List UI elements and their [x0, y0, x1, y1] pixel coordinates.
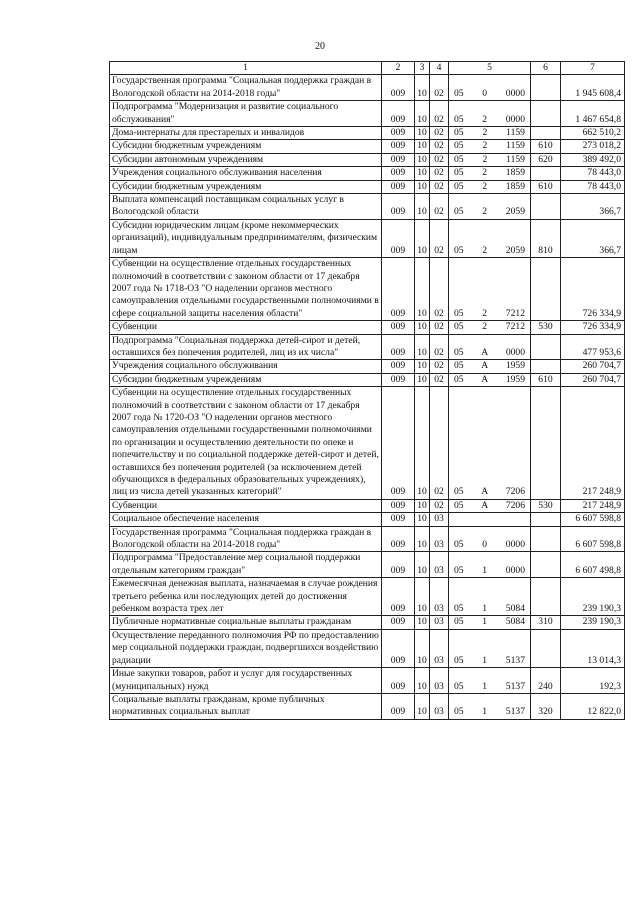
row-rz-cell: 10: [415, 180, 430, 193]
table-row: [110, 616, 625, 629]
row-rz-cell: 10: [415, 360, 430, 373]
row-rz-cell: 10: [415, 167, 430, 180]
target-code-group: [451, 374, 528, 386]
target-code-group: [451, 245, 528, 257]
target-code-group: [451, 308, 528, 320]
row-target-cell: [449, 167, 531, 180]
header-cell: 1: [110, 62, 382, 75]
row-ved-cell: 009: [382, 127, 415, 140]
target-code-part: 05: [454, 616, 464, 628]
row-target-cell: [449, 578, 531, 616]
row-name-cell: Государственная программа "Социальная поддержка граждан в Вологодской области на 2014-2018 годы": [110, 526, 382, 552]
row-vr-cell: [531, 387, 561, 500]
row-name-cell: Выплата компенсаций поставщикам социальных услуг в Вологодской области: [110, 194, 382, 220]
target-code-part: 2: [482, 307, 488, 319]
row-pr-cell: 02: [430, 153, 449, 166]
row-pr-cell: 03: [430, 616, 449, 629]
target-code-group: [451, 321, 528, 333]
target-code-part: 05: [454, 486, 464, 498]
row-pr-cell: 03: [430, 629, 449, 667]
table-row: [110, 219, 625, 257]
row-rz-cell: 10: [415, 194, 430, 220]
row-target-cell: [449, 693, 531, 719]
row-sum-cell: 6 607 598,8: [561, 513, 625, 526]
target-code-part: 7206: [505, 486, 525, 498]
target-code-part: 5137: [505, 654, 525, 666]
table-row: [110, 101, 625, 127]
table-row: [110, 513, 625, 526]
row-name-cell: Субсидии бюджетным учреждениям: [110, 373, 382, 386]
table-row: [110, 153, 625, 166]
target-code-part: 2: [482, 140, 488, 152]
row-ved-cell: 009: [382, 101, 415, 127]
row-rz-cell: 10: [415, 526, 430, 552]
row-pr-cell: 02: [430, 499, 449, 512]
row-name-cell: Субвенции: [110, 499, 382, 512]
row-ved-cell: 009: [382, 167, 415, 180]
target-code-part: А: [481, 499, 489, 511]
row-name-cell: Дома-интернаты для престарелых и инвалидов: [110, 127, 382, 140]
row-ved-cell: 009: [382, 616, 415, 629]
row-target-cell: [449, 321, 531, 334]
target-code-part: 0000: [505, 346, 525, 358]
row-target-cell: [449, 334, 531, 360]
row-target-cell: [449, 387, 531, 500]
row-pr-cell: 02: [430, 387, 449, 500]
target-code-part: 05: [454, 564, 464, 576]
target-code-part: 05: [454, 346, 464, 358]
row-name-cell: Подпрограмма "Модернизация и развитие социального обслуживания": [110, 101, 382, 127]
target-code-part: 1959: [505, 360, 525, 372]
row-ved-cell: 009: [382, 75, 415, 101]
row-pr-cell: 02: [430, 127, 449, 140]
row-target-cell: [449, 668, 531, 694]
row-sum-cell: 239 190,3: [561, 578, 625, 616]
row-vr-cell: [531, 101, 561, 127]
row-rz-cell: 10: [415, 373, 430, 386]
row-name-cell: Субвенции на осуществление отдельных государственных полномочий в соответствии с законом области от 17 декабря 2007 года № 1720-ОЗ "О наделении органов местного самоуправления отдельными государственными полномочиями по организации и осуществлению деятельности по опеке и попечительству и по социальной поддержке детей-сирот и детей, оставшихся без попечения родителей (за исключением детей обучающихся в федеральных образовательных учреждениях), лиц из числа детей указанных категорий": [110, 387, 382, 500]
row-name-cell: Публичные нормативные социальные выплаты гражданам: [110, 616, 382, 629]
target-code-group: [451, 154, 528, 166]
row-ved-cell: 009: [382, 499, 415, 512]
target-code-part: 0000: [505, 539, 525, 551]
target-code-group: [451, 347, 528, 359]
target-code-group: [451, 167, 528, 179]
row-rz-cell: 10: [415, 499, 430, 512]
row-ved-cell: 009: [382, 578, 415, 616]
table-header-row: [110, 62, 625, 75]
row-ved-cell: 009: [382, 334, 415, 360]
row-vr-cell: [531, 167, 561, 180]
row-pr-cell: 02: [430, 180, 449, 193]
table-row: [110, 127, 625, 140]
row-rz-cell: 10: [415, 153, 430, 166]
row-pr-cell: 02: [430, 258, 449, 321]
table-body: [110, 75, 625, 719]
target-code-group: [451, 681, 528, 693]
table-row: [110, 499, 625, 512]
row-pr-cell: 03: [430, 552, 449, 578]
row-vr-cell: 610: [531, 373, 561, 386]
row-vr-cell: [531, 194, 561, 220]
row-name-cell: Иные закупки товаров, работ и услуг для государственных (муниципальных) нужд: [110, 668, 382, 694]
row-vr-cell: 530: [531, 321, 561, 334]
row-name-cell: Субсидии бюджетным учреждениям: [110, 140, 382, 153]
row-rz-cell: 10: [415, 140, 430, 153]
row-pr-cell: 02: [430, 140, 449, 153]
target-code-group: [451, 616, 528, 628]
table-row: [110, 629, 625, 667]
row-pr-cell: 02: [430, 334, 449, 360]
target-code-part: 1: [482, 654, 488, 666]
row-target-cell: [449, 101, 531, 127]
table-row: [110, 258, 625, 321]
row-name-cell: Субвенции на осуществление отдельных государственных полномочий в соответствии с законом области от 17 декабря 2007 года № 1718-ОЗ "О наделении органов местного самоуправления отдельными государственными полномочиями в сфере социальной защиты населения области": [110, 258, 382, 321]
row-sum-cell: 726 334,9: [561, 321, 625, 334]
table-row: [110, 140, 625, 153]
target-code-part: 05: [454, 373, 464, 385]
row-rz-cell: 10: [415, 616, 430, 629]
target-code-group: [451, 181, 528, 193]
row-ved-cell: 009: [382, 513, 415, 526]
row-target-cell: [449, 360, 531, 373]
row-pr-cell: 02: [430, 101, 449, 127]
row-target-cell: [449, 499, 531, 512]
header-cell: 6: [531, 62, 561, 75]
target-code-group: [451, 360, 528, 372]
row-vr-cell: [531, 127, 561, 140]
header-cell: 2: [382, 62, 415, 75]
table-row: [110, 167, 625, 180]
target-code-part: 2: [482, 153, 488, 165]
row-sum-cell: 260 704,7: [561, 360, 625, 373]
row-pr-cell: 02: [430, 360, 449, 373]
row-ved-cell: 009: [382, 194, 415, 220]
row-rz-cell: 10: [415, 101, 430, 127]
target-code-group: [451, 565, 528, 577]
target-code-part: 05: [454, 113, 464, 125]
target-code-part: 5084: [505, 603, 525, 615]
table-row: [110, 360, 625, 373]
row-sum-cell: 477 953,6: [561, 334, 625, 360]
row-rz-cell: 10: [415, 513, 430, 526]
target-code-part: 0000: [505, 87, 525, 99]
row-vr-cell: [531, 513, 561, 526]
row-vr-cell: [531, 360, 561, 373]
row-vr-cell: [531, 552, 561, 578]
table-row: [110, 321, 625, 334]
row-pr-cell: 03: [430, 693, 449, 719]
target-code-group: [451, 206, 528, 218]
row-vr-cell: 810: [531, 219, 561, 257]
row-rz-cell: 10: [415, 629, 430, 667]
target-code-part: 05: [454, 654, 464, 666]
row-name-cell: Социальные выплаты гражданам, кроме публичных нормативных социальных выплат: [110, 693, 382, 719]
row-vr-cell: 240: [531, 668, 561, 694]
target-code-part: 1: [482, 680, 488, 692]
row-name-cell: Осуществление переданного полномочия РФ по предоставлению мер социальной поддержки граждан, подвергшихся воздействию радиации: [110, 629, 382, 667]
row-pr-cell: 02: [430, 219, 449, 257]
target-code-group: [451, 486, 528, 498]
row-name-cell: Субсидии автономным учреждениям: [110, 153, 382, 166]
table-row: [110, 526, 625, 552]
page-number: 20: [315, 41, 325, 52]
row-rz-cell: 10: [415, 75, 430, 101]
row-vr-cell: 320: [531, 693, 561, 719]
target-code-part: 05: [454, 167, 464, 179]
header-cell: 4: [430, 62, 449, 75]
row-sum-cell: 12 822,0: [561, 693, 625, 719]
row-ved-cell: 009: [382, 373, 415, 386]
row-ved-cell: 009: [382, 140, 415, 153]
row-rz-cell: 10: [415, 387, 430, 500]
table-row: [110, 334, 625, 360]
row-sum-cell: 662 510,2: [561, 127, 625, 140]
target-code-part: 0: [482, 539, 488, 551]
table-row: [110, 387, 625, 500]
target-code-group: [451, 500, 528, 512]
row-pr-cell: 03: [430, 578, 449, 616]
target-code-part: 1159: [506, 127, 525, 139]
row-ved-cell: 009: [382, 668, 415, 694]
target-code-part: 05: [454, 499, 464, 511]
target-code-part: 05: [454, 206, 464, 218]
target-code-part: 1159: [506, 140, 525, 152]
row-name-cell: Учреждения социального обслуживания: [110, 360, 382, 373]
target-code-part: 05: [454, 360, 464, 372]
row-vr-cell: 310: [531, 616, 561, 629]
target-code-part: 0000: [505, 564, 525, 576]
row-pr-cell: 02: [430, 194, 449, 220]
target-code-part: 2: [482, 206, 488, 218]
row-rz-cell: 10: [415, 219, 430, 257]
target-code-part: 05: [454, 321, 464, 333]
target-code-part: 0: [482, 87, 488, 99]
row-pr-cell: 02: [430, 373, 449, 386]
row-name-cell: Субсидии бюджетным учреждениям: [110, 180, 382, 193]
row-target-cell: [449, 194, 531, 220]
target-code-part: 1: [482, 616, 488, 628]
row-vr-cell: 610: [531, 180, 561, 193]
row-vr-cell: 610: [531, 140, 561, 153]
target-code-part: 05: [454, 244, 464, 256]
target-code-part: 05: [454, 127, 464, 139]
row-name-cell: Подпрограмма "Социальная поддержка детей-сирот и детей, оставшихся без попечения родителей, лиц из их числа": [110, 334, 382, 360]
row-sum-cell: 6 607 598,8: [561, 526, 625, 552]
row-target-cell: [449, 629, 531, 667]
budget-table: [109, 61, 625, 720]
row-vr-cell: [531, 75, 561, 101]
row-target-cell: [449, 180, 531, 193]
table-row: [110, 194, 625, 220]
row-vr-cell: [531, 629, 561, 667]
row-vr-cell: 530: [531, 499, 561, 512]
target-code-part: 2: [482, 321, 488, 333]
row-vr-cell: [531, 578, 561, 616]
target-code-part: 05: [454, 539, 464, 551]
row-pr-cell: 03: [430, 513, 449, 526]
row-sum-cell: 260 704,7: [561, 373, 625, 386]
target-code-part: 2: [482, 180, 488, 192]
target-code-part: 5137: [505, 680, 525, 692]
row-ved-cell: 009: [382, 153, 415, 166]
row-target-cell: [449, 140, 531, 153]
table-row: [110, 693, 625, 719]
target-code-part: 1: [482, 564, 488, 576]
row-vr-cell: [531, 334, 561, 360]
target-code-part: 05: [454, 680, 464, 692]
header-cell: 3: [415, 62, 430, 75]
row-sum-cell: 273 018,2: [561, 140, 625, 153]
row-target-cell: [449, 526, 531, 552]
target-code-part: 2: [482, 127, 488, 139]
row-pr-cell: 02: [430, 75, 449, 101]
row-target-cell: [449, 513, 531, 526]
row-sum-cell: 389 492,0: [561, 153, 625, 166]
row-sum-cell: 1 945 608,4: [561, 75, 625, 101]
target-code-part: 7212: [505, 307, 525, 319]
row-target-cell: [449, 127, 531, 140]
header-cell: 7: [561, 62, 625, 75]
target-code-part: 05: [454, 153, 464, 165]
target-code-group: [451, 127, 528, 139]
row-target-cell: [449, 75, 531, 101]
row-target-cell: [449, 258, 531, 321]
row-rz-cell: 10: [415, 258, 430, 321]
row-ved-cell: 009: [382, 219, 415, 257]
target-code-part: 5137: [505, 706, 525, 718]
target-code-part: А: [481, 486, 489, 498]
target-code-part: 2059: [505, 206, 525, 218]
row-name-cell: Социальное обеспечение населения: [110, 513, 382, 526]
target-code-part: 1859: [505, 167, 525, 179]
target-code-group: [451, 88, 528, 100]
target-code-part: 1859: [505, 180, 525, 192]
target-code-group: [451, 655, 528, 667]
row-rz-cell: 10: [415, 334, 430, 360]
header-cell: 5: [449, 62, 531, 75]
row-ved-cell: 009: [382, 180, 415, 193]
row-sum-cell: 78 443,0: [561, 167, 625, 180]
target-code-part: 0000: [505, 113, 525, 125]
target-code-part: 05: [454, 180, 464, 192]
target-code-group: [451, 539, 528, 551]
row-rz-cell: 10: [415, 552, 430, 578]
row-sum-cell: 192,3: [561, 668, 625, 694]
row-name-cell: Субсидии юридическим лицам (кроме некоммерческих организаций), индивидуальным предпринимателям, физическим лицам: [110, 219, 382, 257]
row-target-cell: [449, 616, 531, 629]
row-rz-cell: 10: [415, 127, 430, 140]
target-code-part: 1959: [505, 373, 525, 385]
row-pr-cell: 03: [430, 668, 449, 694]
row-sum-cell: 366,7: [561, 219, 625, 257]
row-name-cell: Субвенции: [110, 321, 382, 334]
target-code-part: 2059: [505, 244, 525, 256]
target-code-part: 1: [482, 603, 488, 615]
row-sum-cell: 1 467 654,8: [561, 101, 625, 127]
row-ved-cell: 009: [382, 693, 415, 719]
row-target-cell: [449, 552, 531, 578]
row-target-cell: [449, 373, 531, 386]
target-code-group: [451, 140, 528, 152]
target-code-part: 05: [454, 87, 464, 99]
target-code-part: А: [481, 346, 489, 358]
row-name-cell: Подпрограмма "Предоставление мер социальной поддержки отдельным категориям граждан": [110, 552, 382, 578]
target-code-part: 5084: [505, 616, 525, 628]
row-ved-cell: 009: [382, 552, 415, 578]
target-code-part: 05: [454, 603, 464, 615]
row-rz-cell: 10: [415, 693, 430, 719]
target-code-part: 2: [482, 167, 488, 179]
target-code-part: 7206: [505, 499, 525, 511]
row-ved-cell: 009: [382, 629, 415, 667]
target-code-part: А: [481, 360, 489, 372]
target-code-part: 2: [482, 244, 488, 256]
target-code-part: 1159: [506, 153, 525, 165]
table-row: [110, 75, 625, 101]
row-vr-cell: [531, 526, 561, 552]
row-sum-cell: 78 443,0: [561, 180, 625, 193]
row-pr-cell: 02: [430, 321, 449, 334]
row-sum-cell: 366,7: [561, 194, 625, 220]
row-sum-cell: 6 607 498,8: [561, 552, 625, 578]
row-ved-cell: 009: [382, 321, 415, 334]
target-code-group: [451, 706, 528, 718]
row-ved-cell: 009: [382, 387, 415, 500]
row-pr-cell: 02: [430, 167, 449, 180]
table-row: [110, 373, 625, 386]
row-ved-cell: 009: [382, 258, 415, 321]
row-sum-cell: 217 248,9: [561, 387, 625, 500]
target-code-part: 2: [482, 113, 488, 125]
row-sum-cell: 217 248,9: [561, 499, 625, 512]
target-code-part: 05: [454, 140, 464, 152]
row-rz-cell: 10: [415, 321, 430, 334]
row-ved-cell: 009: [382, 360, 415, 373]
target-code-group: [451, 114, 528, 126]
target-code-part: 05: [454, 307, 464, 319]
row-ved-cell: 009: [382, 526, 415, 552]
target-code-part: 7212: [505, 321, 525, 333]
row-target-cell: [449, 153, 531, 166]
table-row: [110, 180, 625, 193]
row-rz-cell: 10: [415, 668, 430, 694]
row-name-cell: Государственная программа "Социальная поддержка граждан в Вологодской области на 2014-2018 годы": [110, 75, 382, 101]
row-sum-cell: 239 190,3: [561, 616, 625, 629]
row-name-cell: Учреждения социального обслуживания населения: [110, 167, 382, 180]
row-sum-cell: 726 334,9: [561, 258, 625, 321]
table-row: [110, 578, 625, 616]
row-rz-cell: 10: [415, 578, 430, 616]
row-vr-cell: [531, 258, 561, 321]
table-row: [110, 552, 625, 578]
target-code-part: 1: [482, 706, 488, 718]
row-sum-cell: 13 014,3: [561, 629, 625, 667]
target-code-part: А: [481, 373, 489, 385]
row-name-cell: Ежемесячная денежная выплата, назначаемая в случае рождения третьего ребенка или последующих детей до достижения ребенком возраста трех лет: [110, 578, 382, 616]
table-row: [110, 668, 625, 694]
target-code-group: [451, 603, 528, 615]
row-vr-cell: 620: [531, 153, 561, 166]
row-pr-cell: 03: [430, 526, 449, 552]
target-code-part: 05: [454, 706, 464, 718]
row-target-cell: [449, 219, 531, 257]
